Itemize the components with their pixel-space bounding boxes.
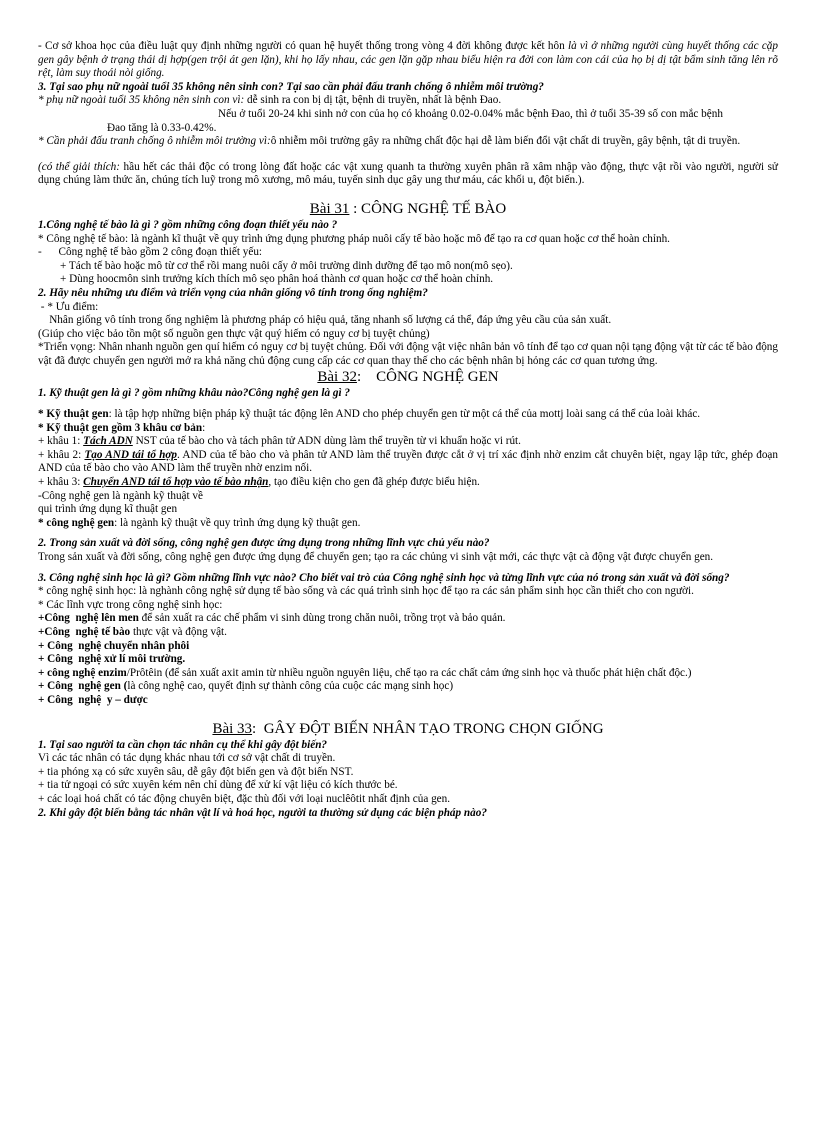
bai32-field-medicine: + Công nghệ y – dược <box>38 693 148 706</box>
bai31-prospects: *Triển vọng: Nhân nhanh nguồn gen quí hiếm có nguy cơ bị tuyệt chủng. Đối với động vật việc nhân bản vô tính để tạo cơ quan nội tạng động vật từ các tế bào động vật đã được chuyển gen người mở ra khả năng chủ động cung cấp các cơ quan thay thế cho các bệnh nhân bị hỏng các cơ quan tương ứng. <box>38 341 778 367</box>
bai31-stage-2: + Dùng hoocmôn sinh trưởng kích thích mô sẹo phân hoá thành cơ quan hoặc cơ thể hoàn chỉnh. <box>60 273 494 286</box>
bai32-step-2: + khâu 2: Tạo AND tái tổ hợp. AND của tế bào cho và phân tử AND làm thể truyền được cắt ở vị trí xác định nhờ enzim cắt chuyên biệt, ngay lập tức, ghép đoạn AND của tế bào cho vào AND làm thể truyền nhờ enzim nối. <box>38 448 778 475</box>
bai31-stage-1: + Tách tế bào hoặc mô từ cơ thể rồi mang nuôi cấy ở môi trường dinh dưỡng để tạo mô non(mô sẹo). <box>60 259 513 272</box>
bai32-biotech-def: * công nghệ sinh học: là nghành công nghệ sử dụng tế bào sống và các quá trình sinh học để tạo ra các sản phẩm sinh học cần thiết cho con người. <box>38 585 694 598</box>
bai31-advantages: Nhân giống vô tính trong ống nghiệm là phương pháp có hiệu quả, tăng nhanh số lượng cá thể, đáp ứng yêu cầu của sản xuất. <box>38 314 612 327</box>
document-page <box>38 40 778 820</box>
answer-down-syndrome-stats-cont: Đao tăng là 0.33-0.42%. <box>107 121 217 134</box>
bai33-ultraviolet: + tia tử ngoại có sức xuyên kém nên chỉ dùng để xử kí vật liệu có kích thước bé. <box>38 779 398 792</box>
section-heading-bai31: Bài 31 : CÔNG NGHỆ TẾ BÀO <box>309 200 507 217</box>
answer-down-syndrome-stats: Nếu ở tuổi 20-24 khi sinh nở con của họ có khoảng 0.02-0.04% mắc bệnh Đao, thì ở tuổi 35-39 số con mắc bệnh <box>218 107 723 120</box>
bai33-question-2: 2. Khi gây đột biến bằng tác nhân vật lí và hoá học, người ta thường sử dụng các biện pháp nào? <box>38 806 487 819</box>
bai31-conservation-note: (Giúp cho việc bảo tồn một số nguồn gen thực vật quý hiếm có nguy cơ bị tuyệt chủng) <box>38 327 430 340</box>
bai33-answer-intro: Vì các tác nhân có tác dụng khác nhau tới cơ sở vật chất di truyền. <box>38 752 336 765</box>
bai31-question-1: 1.Công nghệ tế bào là gì ? gồm những công đoạn thiết yếu nào ? <box>38 218 338 231</box>
bai33-question-1: 1. Tại sao người ta cần chọn tác nhân cụ thể khi gây đột biến? <box>38 738 328 751</box>
bai32-step-1: + khâu 1: Tách ADN NST của tế bào cho và tách phân tử ADN dùng làm thể truyền từ vi khuẩn hoặc vi rút. <box>38 435 521 448</box>
bai31-question-2: 2. Hãy nêu những ưu điểm và triển vọng của nhân giống vô tính trong ống nghiệm? <box>38 286 428 299</box>
answer-pollution: * Cần phải đấu tranh chống ô nhiễm môi trường vì:ô nhiễm môi trường gây ra những chất độc hại dễ làm biến đổi vật chất di truyền, gây bệnh, tật di truyền. <box>38 135 741 148</box>
answer-age-35: * phụ nữ ngoài tuổi 35 không nên sinh con vì: dễ sinh ra con bị dị tật, bệnh di truyền, nhất là bệnh Đao. <box>38 94 502 107</box>
bai32-step-3: + khâu 3: Chuyển AND tái tổ hợp vào tế bào nhận, tạo điều kiện cho gen đã ghép được biểu hiện. <box>38 476 480 489</box>
bai32-field-enzyme: + công nghệ enzim/Prôtêin (để sản xuất axit amin từ nhiều nguồn nguyên liệu, chế tạo ra các chất cảm ứng sinh học và thuốc phát hiện chất độc.) <box>38 666 692 679</box>
bai31-definition: * Công nghệ tế bào: là ngành kĩ thuật về quy trình ứng dụng phương pháp nuôi cấy tế bào hoặc mô để tạo ra cơ quan hoặc cơ thể hoàn chỉnh. <box>38 232 670 245</box>
bai32-gene-technique-def: * Kỹ thuật gen: là tập hợp những biện pháp kỹ thuật tác động lên AND cho phép chuyển gen từ một cá thể của mottj loài sang cá thể của loài khác. <box>38 408 701 421</box>
bai32-field-fermentation: +Công nghệ lên men để sản xuất ra các chế phẩm vi sinh dùng trong chăn nuôi, trồng trọt và bảo quản. <box>38 612 506 625</box>
bai32-question-3: 3. Công nghệ sinh học là gì? Gồm những lĩnh vực nào? Cho biết vai trò của Công nghệ sinh học và từng lĩnh vực của nó trong sản xuất và đời sống? <box>38 571 730 584</box>
bai32-three-steps: * Kỹ thuật gen gồm 3 khâu cơ bản: <box>38 421 206 434</box>
bai32-fields-label: * Các lĩnh vực trong công nghệ sinh học: <box>38 598 223 611</box>
bai32-field-nuclear-transfer: + Công nghệ chuyển nhân phôi <box>38 639 190 652</box>
bai32-field-gene: + Công nghệ gen (là công nghệ cao, quyết định sự thành công của cuộc các mạng sinh học) <box>38 680 454 693</box>
bai32-gene-tech-line-1: -Công nghệ gen là ngành kỹ thuật về <box>38 489 203 502</box>
bai31-stages-intro: - Công nghệ tế bào gồm 2 công đoạn thiết yếu: <box>38 246 263 259</box>
explanation-paragraph: (có thể giải thích: hầu hết các thải độc có trong lòng đất hoặc các vật xung quanh ta thường xuyên phân rã xâm nhập vào động, thực vật rồi vào người, người sử dụng chúng làm thức ăn, chúng tích luỹ trong mô xương, mô máu, tuyến sinh dục gây ung thư máu, các khối u, đột biến.). <box>38 160 779 187</box>
bai32-field-cell: +Công nghệ tế bào thực vật và động vật. <box>38 625 227 638</box>
intro-paragraph: - Cơ sở khoa học của điều luật quy định những người có quan hệ huyết thống trong vòng 4 đời không được kết hôn là vì ở những người cùng huyết thống các cặp gen gây bệnh ở trạng thái dị hợp(gen trội át gen lặn), khi họ lấy nhau, các gen lặn gặp nhau biểu hiện ra đời con làm con cái của họ bị dị tật bẩm sinh tăng lên rõ rệt, làm suy thoái nòi giống. <box>38 40 778 80</box>
question-3: 3. Tại sao phụ nữ ngoài tuổi 35 không nên sinh con? Tại sao cần phải đấu tranh chống ô nhiễm môi trường? <box>38 80 544 93</box>
bai32-question-1: 1. Kỹ thuật gen là gì ? gồm những khâu nào?Công nghệ gen là gì ? <box>38 387 350 400</box>
bai32-gene-tech-def: * công nghệ gen: là ngành kỹ thuật về quy trình ứng dụng kỹ thuật gen. <box>38 516 361 529</box>
bai33-chemicals: + các loại hoá chất có tác động chuyên biệt, đặc thù đối với loại nuclêôtit nhất định của gen. <box>38 792 451 805</box>
section-heading-bai33: Bài 33: GÂY ĐỘT BIẾN NHÂN TẠO TRONG CHỌN GIỐNG <box>212 720 604 737</box>
bai32-field-environment: + Công nghệ xử lí môi trường. <box>38 653 186 666</box>
bai32-applications: Trong sản xuất và đời sống, công nghệ gen được ứng dụng để chuyển gen; tạo ra các chủng vi sinh vật mới, các thực vật cà động vật được chuyển gen. <box>38 551 714 563</box>
bai32-gene-tech-line-2: qui trình ứng dụng kĩ thuật gen <box>38 503 178 516</box>
bai32-question-2: 2. Trong sản xuất và đời sống, công nghệ gen được ứng dụng trong những lĩnh vực chủ yếu nào? <box>38 537 490 550</box>
bai31-advantages-label: - * Ưu điểm: <box>38 300 99 313</box>
section-heading-bai32: Bài 32: CÔNG NGHỆ GEN <box>317 369 499 386</box>
bai33-radiation: + tia phóng xạ có sức xuyên sâu, dễ gây đột biến gen và đột biến NST. <box>38 765 354 778</box>
